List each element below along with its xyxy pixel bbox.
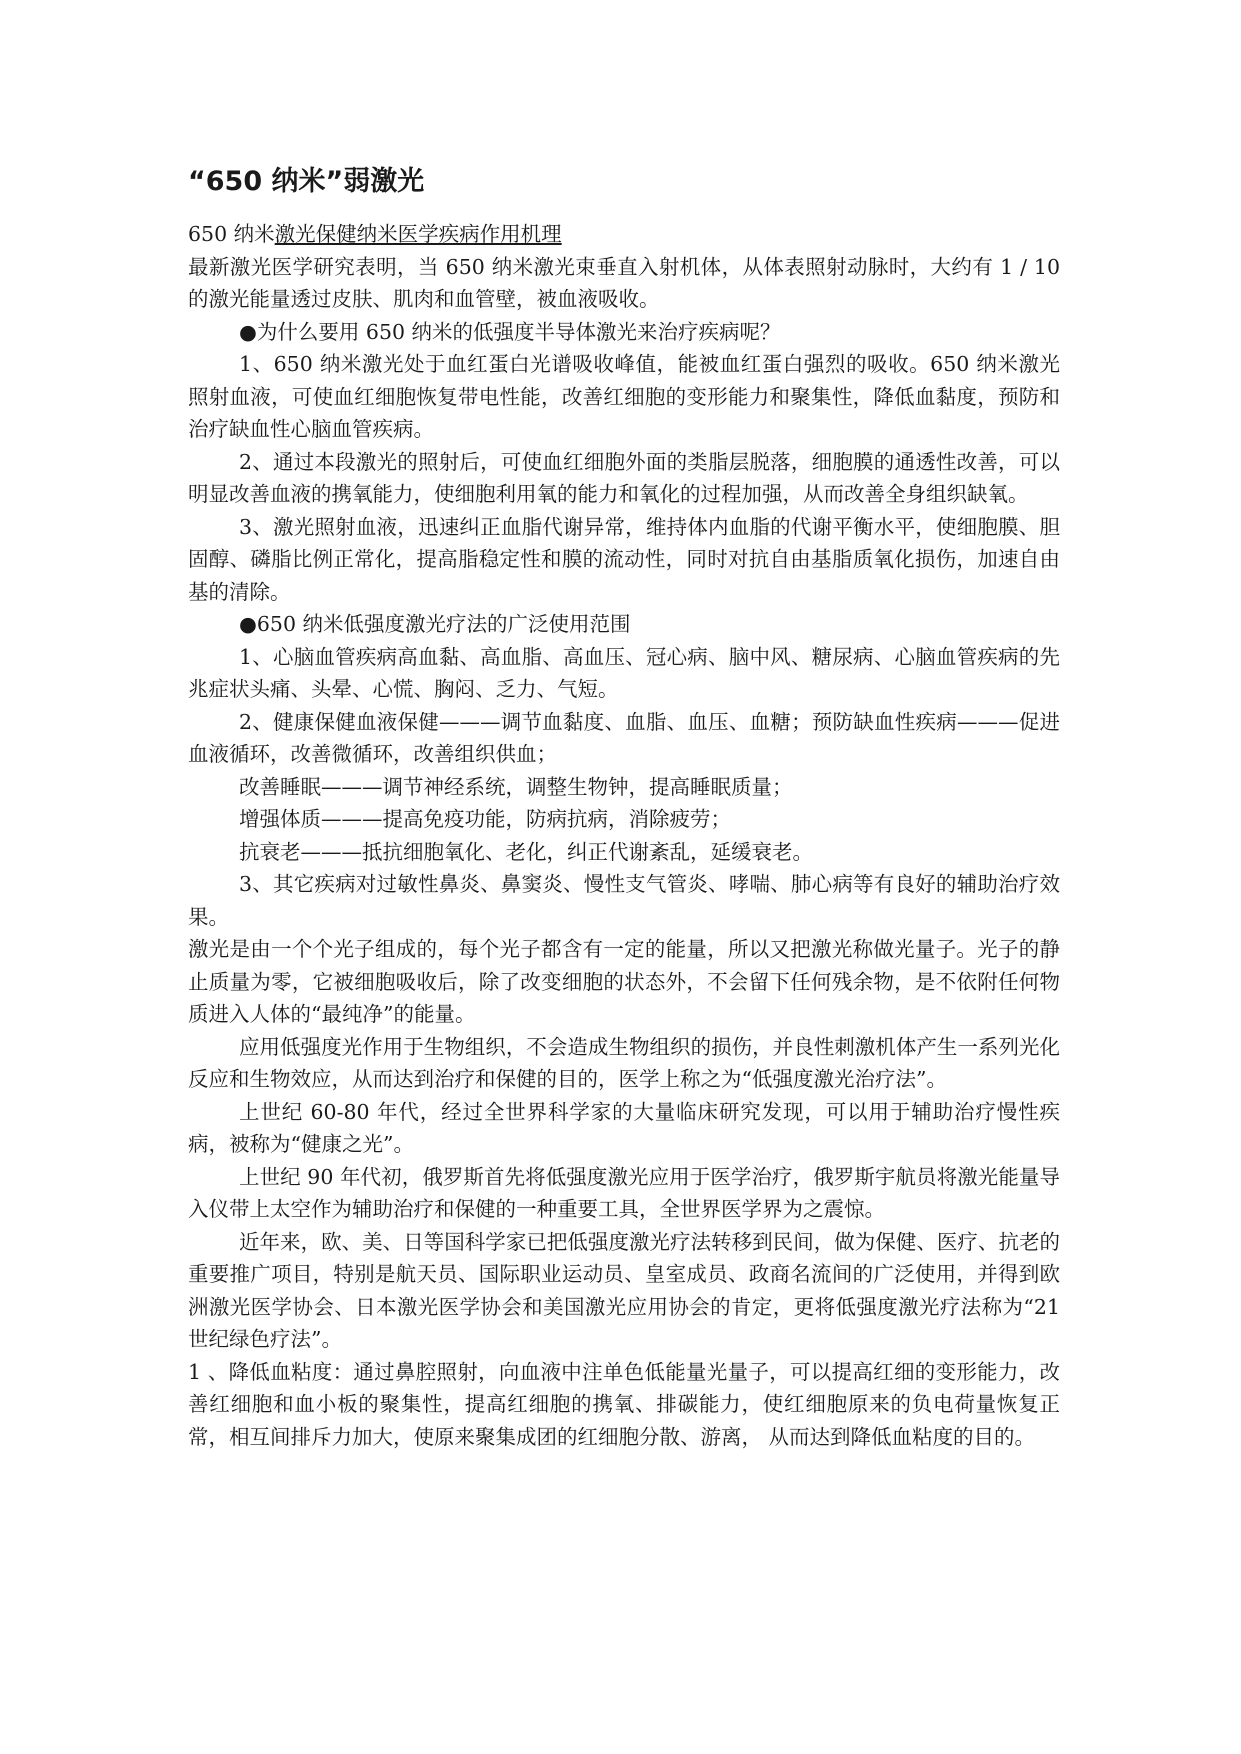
paragraph-intro: 最新激光医学研究表明，当 650 纳米激光束垂直入射机体，从体表照射动脉时，大约有 1 / 10 的激光能量透过皮肤、肌肉和血管壁，被血液吸收。 xyxy=(188,254,1060,311)
subtitle-link[interactable]: 激光保健纳米医学疾病作用机理 xyxy=(274,222,562,246)
paragraph-point-3: 3、激光照射血液，迅速纠正血脂代谢异常，维持体内血脂的代谢平衡水平，使细胞膜、胆固醇、磷脂比例正常化，提高脂稳定性和膜的流动性，同时对抗自由基脂质氧化损伤，加速自由基的清除。 xyxy=(188,514,1060,604)
paragraph-application: 应用低强度光作用于生物组织，不会造成生物组织的损伤，并良性刺激机体产生一系列光化反应和生物效应，从而达到治疗和保健的目的，医学上称之为“低强度激光治疗法”。 xyxy=(188,1034,1060,1091)
subtitle-prefix: 650 纳米 xyxy=(188,222,275,246)
paragraph-history-60s: 上世纪 60-80 年代，经过全世界科学家的大量临床研究发现，可以用于辅助治疗慢性疾病，被称为“健康之光”。 xyxy=(188,1099,1060,1156)
paragraph-recent: 近年来，欧、美、日等国科学家已把低强度激光疗法转移到民间，做为保健、医疗、抗老的重要推广项目，特别是航天员、国际职业运动员、皇室成员、政商名流间的广泛使用，并得到欧洲激光医学协会、日本激光医学协会和美国激光应用协会的肯定，更将低强度激光疗法称为“21 世纪绿色疗法”。 xyxy=(188,1229,1060,1351)
paragraph-scope-3: 3、其它疾病对过敏性鼻炎、鼻窦炎、慢性支气管炎、哮喘、肺心病等有良好的辅助治疗效果。 xyxy=(188,872,1060,929)
paragraph-history-90s: 上世纪 90 年代初，俄罗斯首先将低强度激光应用于医学治疗，俄罗斯宇航员将激光能量导入仪带上太空作为辅助治疗和保健的一种重要工具，全世界医学界为之震惊。 xyxy=(188,1164,1060,1221)
section-heading-scope: ●650 纳米低强度激光疗法的广泛使用范围 xyxy=(239,612,631,636)
paragraph-viscosity: 1 、降低血粘度：通过鼻腔照射，向血液中注单色低能量光量子，可以提高红细的变形能力，改善红细胞和血小板的聚集性，提高红细胞的携氧、排碳能力，使红细胞原来的负电荷量恢复正常，相互间排斥力加大，使原来聚集成团的红细胞分散、游离， 从而达到降低血粘度的目的。 xyxy=(188,1359,1060,1449)
paragraph-point-1: 1、650 纳米激光处于血红蛋白光谱吸收峰值，能被血红蛋白强烈的吸收。650 纳米激光照射血液，可使血红细胞恢复带电性能，改善红细胞的变形能力和聚集性，降低血黏度，预防和治疗缺血性心脑血管疾病。 xyxy=(188,352,1060,441)
paragraph-point-2: 2、通过本段激光的照射后，可使血红细胞外面的类脂层脱落，细胞膜的通透性改善，可以明显改善血液的携氧能力，使细胞利用氧的能力和氧化的过程加强，从而改善全身组织缺氧。 xyxy=(188,449,1060,506)
paragraph-scope-2: 2、健康保健血液保健———调节血黏度、血脂、血压、血糖；预防缺血性疾病———促进血液循环，改善微循环，改善组织供血； xyxy=(188,709,1060,766)
paragraph-antiaging: 抗衰老———抵抗细胞氧化、老化，纠正代谢紊乱，延缓衰老。 xyxy=(239,839,813,864)
section-heading-why: ●为什么要用 650 纳米的低强度半导体激光来治疗疾病呢？ xyxy=(239,319,781,344)
document-subtitle xyxy=(188,218,1060,251)
paragraph-physique: 增强体质———提高免疫功能，防病抗病，消除疲劳； xyxy=(239,807,731,831)
document-title: “650 纳米”弱激光 xyxy=(188,166,425,197)
paragraph-sleep: 改善睡眠———调节神经系统，调整生物钟，提高睡眠质量； xyxy=(239,774,793,799)
document-page xyxy=(188,162,1060,1453)
paragraph-photons: 激光是由一个个光子组成的，每个光子都含有一定的能量，所以又把激光称做光量子。光子的静止质量为零，它被细胞吸收后，除了改变细胞的状态外，不会留下任何残余物，是不依附任何物质进入人体的“最纯净”的能量。 xyxy=(188,937,1060,1026)
paragraph-scope-1: 1、心脑血管疾病高血黏、高血脂、高血压、冠心病、脑中风、糖尿病、心脑血管疾病的先兆症状头痛、头晕、心慌、胸闷、乏力、气短。 xyxy=(188,644,1060,701)
